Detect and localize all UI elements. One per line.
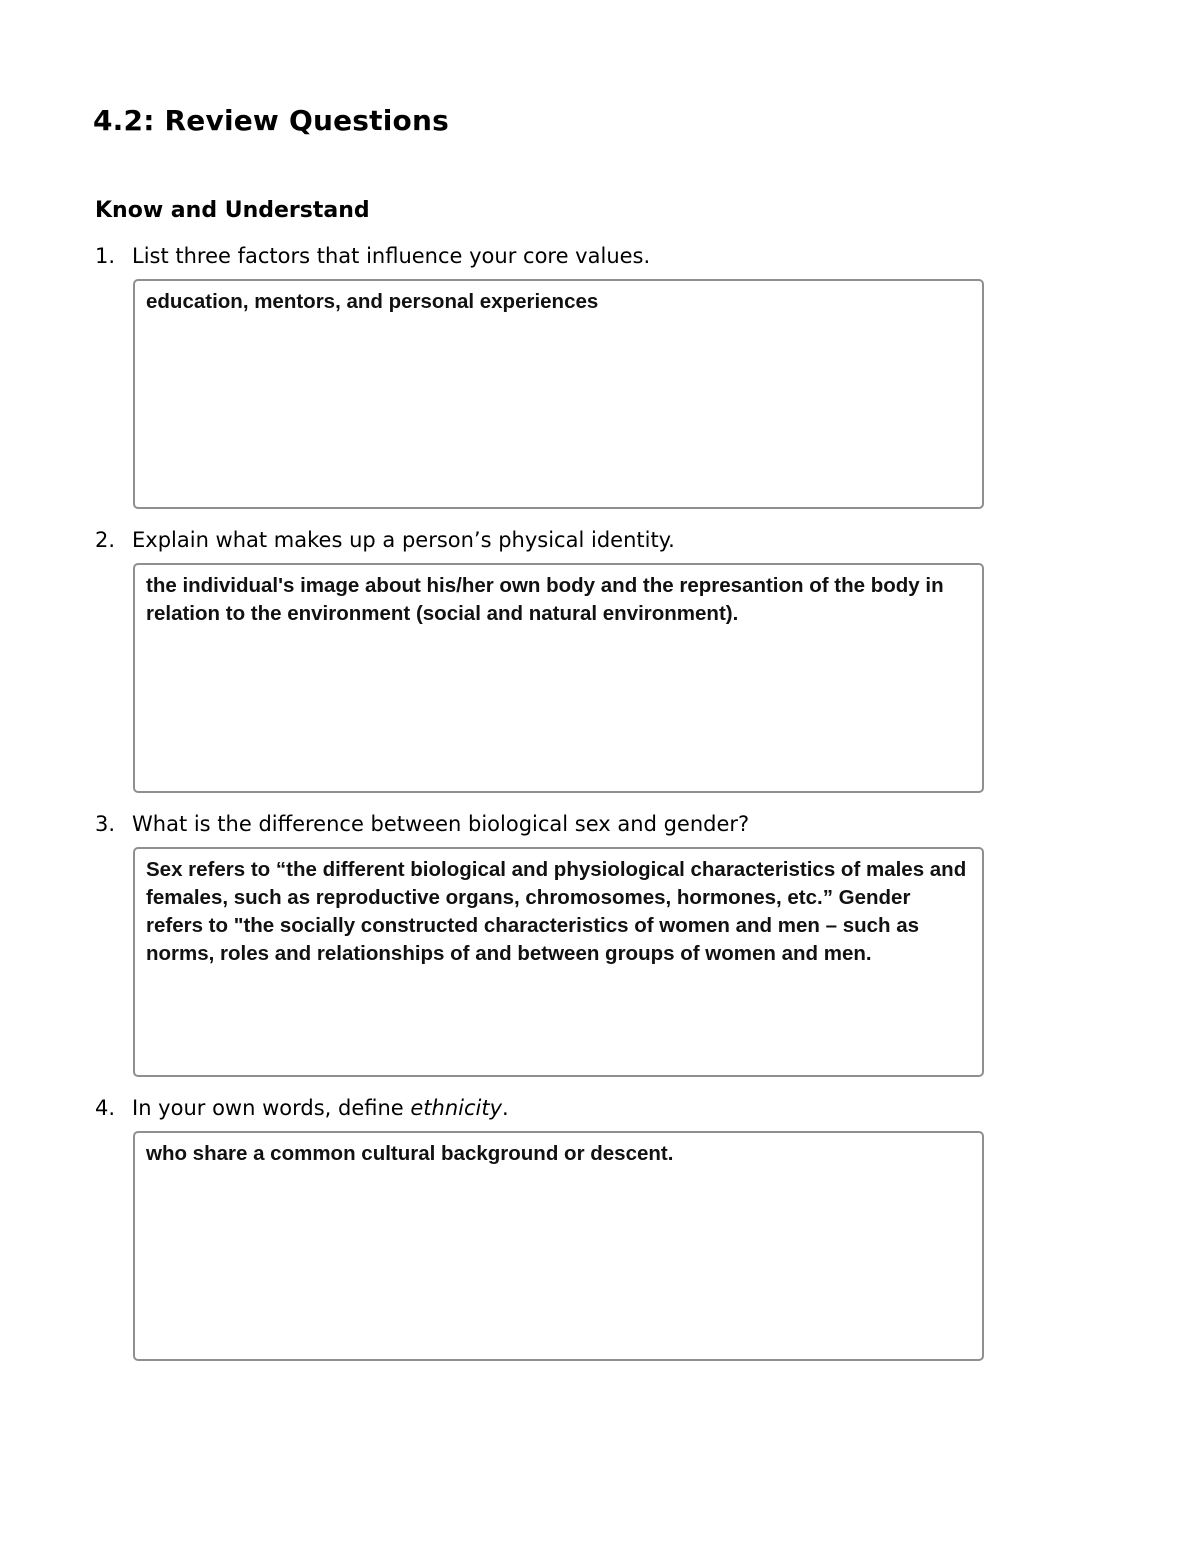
answer-box-4[interactable]: who share a common cultural background or descent. xyxy=(133,1131,984,1361)
section-heading-know-and-understand: Know and Understand xyxy=(95,198,370,223)
answer-box-3[interactable]: Sex refers to “the different biological and physiological characteristics of males and females, such as reproductive organs, chromosomes, hormones, etc.” Gender refers to "the socially constructed characteristics of women and men – such as norms, roles and relationships of and between groups of women and men. xyxy=(133,847,984,1077)
question-1 xyxy=(95,244,650,268)
question-text-italic-term: ethnicity xyxy=(410,1096,503,1120)
question-number: 4. xyxy=(95,1096,116,1120)
question-text-after: . xyxy=(502,1096,509,1120)
question-2 xyxy=(95,528,675,552)
page-title: 4.2: Review Questions xyxy=(93,104,449,137)
question-number: 1. xyxy=(95,244,116,268)
question-text: Explain what makes up a person’s physical identity. xyxy=(132,528,675,552)
question-text-before: In your own words, define xyxy=(132,1096,411,1120)
answer-box-1[interactable]: education, mentors, and personal experiences xyxy=(133,279,984,509)
question-number: 2. xyxy=(95,528,116,552)
question-text: List three factors that influence your core values. xyxy=(132,244,651,268)
question-4 xyxy=(95,1096,509,1120)
question-text: What is the difference between biological sex and gender? xyxy=(132,812,750,836)
question-number: 3. xyxy=(95,812,116,836)
answer-box-2[interactable]: the individual's image about his/her own body and the represantion of the body in relation to the environment (social and natural environment). xyxy=(133,563,984,793)
question-3 xyxy=(95,812,749,836)
